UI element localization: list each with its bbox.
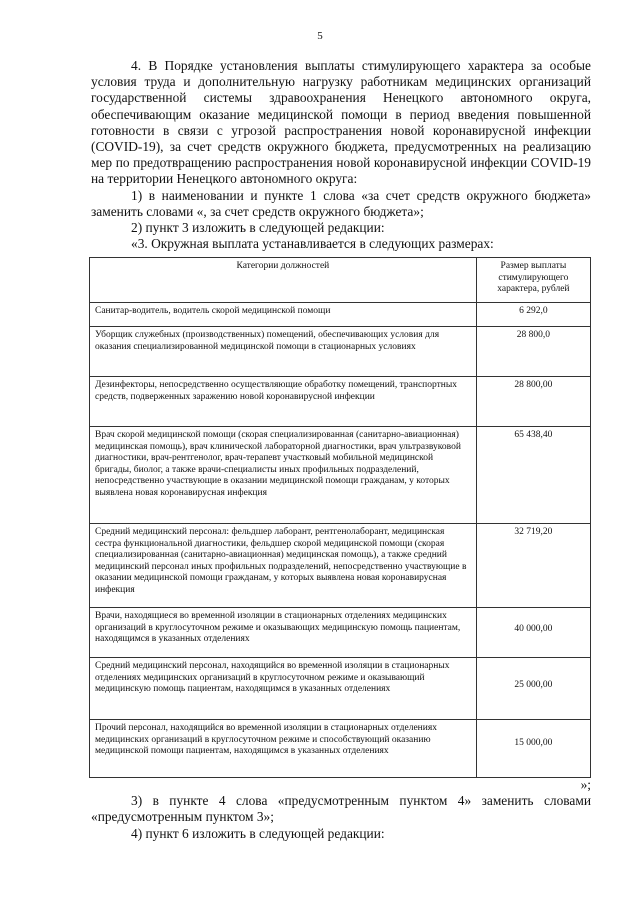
table-row bbox=[90, 658, 591, 720]
category-cell: Средний медицинский персонал, находящийся во временной изоляции в стационарных отделениях медицинских организаций в круглосуточном режиме и оказывающий медицинскую помощь пациентам, находящимся в указанных отделениях bbox=[90, 658, 477, 720]
intro-paragraph: 1) в наименовании и пункте 1 слова «за счет средств окружного бюджета» заменить словами «, за счет средств окружного бюджета»; bbox=[91, 187, 591, 219]
payment-table bbox=[89, 257, 591, 778]
header-amount: Размер выплаты стимулирующего характера, рублей bbox=[476, 258, 590, 303]
amount-cell: 32 719,20 bbox=[476, 524, 590, 608]
category-cell: Дезинфекторы, непосредственно осуществляющие обработку помещений, транспортных средств, подверженных заражению новой коронавирусной инфекции bbox=[90, 377, 477, 427]
page-number: 5 bbox=[317, 30, 323, 42]
category-cell: Санитар-водитель, водитель скорой медицинской помощи bbox=[90, 303, 477, 327]
closing-quote-mark: »; bbox=[580, 777, 591, 792]
table-row bbox=[90, 427, 591, 524]
amount-cell: 40 000,00 bbox=[476, 608, 590, 658]
category-cell: Врачи, находящиеся во временной изоляции в стационарных отделениях медицинских организаций в круглосуточном режиме и оказывающих медицинскую помощь пациентам, находящимся в указанных отделениях bbox=[90, 608, 477, 658]
header-category: Категории должностей bbox=[90, 258, 477, 303]
category-cell: Средний медицинский персонал: фельдшер лаборант, рентгенолаборант, медицинская сестра функциональной диагностики, фельдшер скорой медицинской помощи (скорая специализированная (санитарно-авиационная) медицинская помощь), а также средний медицинский персонал иных профильных подразделений, непосредственно участвующие в оказании медицинской помощи гражданам, у которых выявлена новая коронавирусная инфекция bbox=[90, 524, 477, 608]
table-row bbox=[90, 377, 591, 427]
table-row bbox=[90, 303, 591, 327]
amount-cell: 65 438,40 bbox=[476, 427, 590, 524]
category-cell: Уборщик служебных (производственных) помещений, обеспечивающих условия для оказания специализированной медицинской помощи в стационарных условиях bbox=[90, 327, 477, 377]
following-paragraph: 3) в пункте 4 слова «предусмотренным пунктом 4» заменить словами «предусмотренным пунктом 3»; bbox=[91, 793, 591, 825]
amount-cell: 28 800,0 bbox=[476, 327, 590, 377]
intro-paragraph: 4. В Порядке установления выплаты стимулирующего характера за особые условия труда и дополнительную нагрузку работникам медицинских организаций государственной системы здравоохранения Ненецкого автономного округа, обеспечивающим оказание медицинской помощи в период введения повышенной готовности в связи с угрозой распространения новой коронавирусной инфекции (COVID-19), за счет средств окружного бюджета, предусмотренных на реализацию мер по предотвращению распространения новой коронавирусной инфекции COVID-19 на территории Ненецкого автономного округа: bbox=[91, 58, 591, 187]
table-row bbox=[90, 608, 591, 658]
following-text bbox=[91, 777, 591, 842]
table-row bbox=[90, 720, 591, 778]
amount-cell: 28 800,00 bbox=[476, 377, 590, 427]
amount-cell: 25 000,00 bbox=[476, 658, 590, 720]
category-cell: Прочий персонал, находящийся во временной изоляции в стационарных отделениях медицинских организаций в круглосуточном режиме и способствующий оказанию медицинской помощи пациентам, находящимся в указанных отделениях bbox=[90, 720, 477, 778]
intro-paragraph: 2) пункт 3 изложить в следующей редакции: bbox=[131, 220, 385, 236]
category-cell: Врач скорой медицинской помощи (скорая специализированная (санитарно-авиационная) медицинская помощь), врач клинической лабораторной диагностики, врач ультразвуковой диагностики, врач-рентгенолог, врач-терапевт участковый мобильной медицинской бригады, биолог, а также врачи-специалисты иных профильных подразделений, непосредственно участвующие в оказании медицинской помощи гражданам, у которых выявлена новая коронавирусная инфекция bbox=[90, 427, 477, 524]
table-row bbox=[90, 327, 591, 377]
amount-cell: 15 000,00 bbox=[476, 720, 590, 778]
intro-text bbox=[91, 58, 591, 252]
following-paragraph: 4) пункт 6 изложить в следующей редакции: bbox=[131, 825, 385, 841]
intro-paragraph: «3. Окружная выплата устанавливается в следующих размерах: bbox=[131, 236, 494, 252]
table-row bbox=[90, 524, 591, 608]
table-header-row bbox=[90, 258, 591, 303]
amount-cell: 6 292,0 bbox=[476, 303, 590, 327]
